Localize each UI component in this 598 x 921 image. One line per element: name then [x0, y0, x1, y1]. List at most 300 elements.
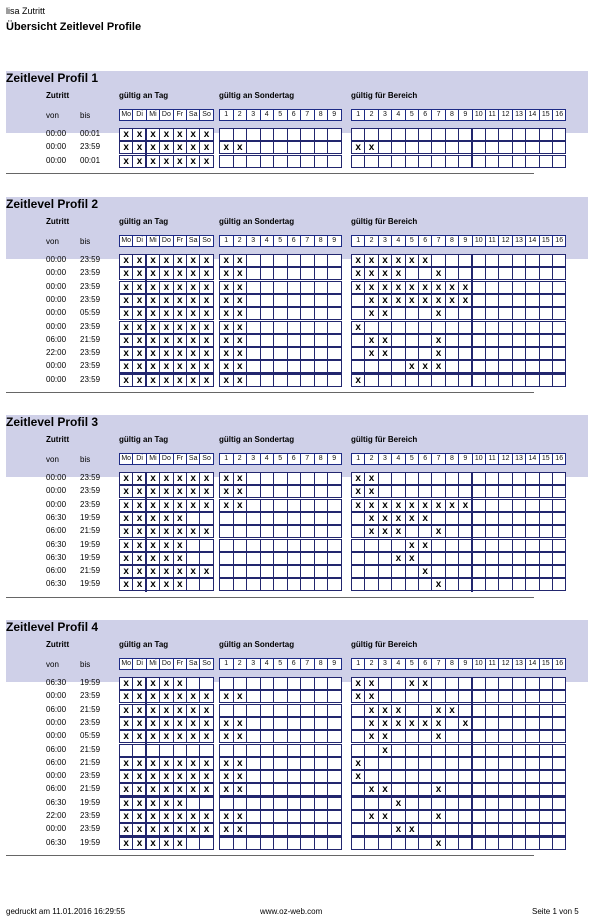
sondertag-cell: [300, 837, 315, 850]
sondertag-header: 1: [219, 235, 234, 247]
bereich-cell: [498, 472, 512, 485]
bereich-cell: x: [364, 783, 378, 796]
bereich-cell: [405, 565, 419, 578]
bereich-cell: [418, 783, 432, 796]
bereich-cell: [539, 374, 553, 387]
bereich-cell: [525, 512, 539, 525]
bereich-cell: [552, 281, 566, 294]
day-cell: x: [119, 797, 133, 810]
bereich-header: 4: [391, 235, 405, 247]
bereich-header: 4: [391, 109, 405, 121]
bereich-cell: [405, 128, 419, 141]
bereich-cell: x: [431, 783, 445, 796]
day-cell: x: [146, 730, 160, 743]
sondertag-cell: [260, 783, 275, 796]
bereich-cell: [485, 334, 499, 347]
sondertag-cell: [273, 321, 288, 334]
bereich-cell: [485, 472, 499, 485]
bereich-cell: [539, 717, 553, 730]
row-group-divider: [119, 373, 214, 375]
day-header: Di: [132, 453, 146, 465]
bereich-cell: [552, 267, 566, 280]
day-cell: x: [132, 783, 146, 796]
bereich-cell: [472, 525, 486, 538]
bereich-cell: [552, 539, 566, 552]
row-group-divider: [351, 373, 566, 375]
day-cell: x: [173, 552, 187, 565]
sondertag-cell: x: [219, 770, 234, 783]
day-cell: [173, 744, 187, 757]
sondertag-cell: [233, 539, 248, 552]
sondertag-cell: x: [219, 783, 234, 796]
day-cell: x: [159, 294, 173, 307]
day-cell: x: [159, 783, 173, 796]
day-cell: x: [119, 578, 133, 591]
bereich-cell: x: [458, 499, 472, 512]
day-cell: x: [199, 810, 213, 823]
row-von: 00:00: [46, 281, 67, 291]
sondertag-cell: [287, 472, 302, 485]
bereich-cell: [391, 677, 405, 690]
row-group-divider: [219, 796, 342, 798]
day-cell: x: [146, 485, 160, 498]
sondertag-cell: [287, 704, 302, 717]
bereich-cell: [431, 512, 445, 525]
sondertag-cell: [300, 770, 315, 783]
sondertag-cell: [287, 783, 302, 796]
bereich-cell: [498, 744, 512, 757]
bereich-cell: x: [418, 565, 432, 578]
bereich-cell: [539, 770, 553, 783]
sondertag-cell: [273, 539, 288, 552]
bereich-cell: [472, 578, 486, 591]
day-cell: x: [119, 770, 133, 783]
bereich-cell: [552, 485, 566, 498]
sondertag-cell: [260, 499, 275, 512]
sondertag-cell: [233, 744, 248, 757]
bereich-cell: [552, 347, 566, 360]
day-cell: [186, 512, 200, 525]
bereich-cell: [418, 770, 432, 783]
bereich-cell: [485, 155, 499, 168]
bereich-cell: [364, 797, 378, 810]
bereich-cell: [351, 823, 365, 836]
day-cell: x: [173, 334, 187, 347]
row-group-divider: [119, 756, 214, 758]
bereich-cell: [445, 744, 459, 757]
sondertag-cell: [273, 512, 288, 525]
bereich-cell: [485, 525, 499, 538]
sondertag-cell: [260, 281, 275, 294]
day-cell: x: [132, 374, 146, 387]
bereich-cell: [512, 730, 526, 743]
bereich-cell: [472, 677, 486, 690]
row-von: 06:00: [46, 784, 67, 794]
bereich-cell: [418, 823, 432, 836]
bereich-cell: x: [405, 677, 419, 690]
day-cell: x: [146, 294, 160, 307]
bereich-cell: [418, 307, 432, 320]
bereich-cell: [525, 267, 539, 280]
bereich-cell: [512, 744, 526, 757]
bereich-cell: [391, 783, 405, 796]
day-cell: x: [186, 499, 200, 512]
bereich-cell: [445, 770, 459, 783]
day-cell: x: [146, 128, 160, 141]
bereich-cell: [391, 347, 405, 360]
day-header: Di: [132, 109, 146, 121]
bereich-cell: x: [364, 334, 378, 347]
bereich-cell: [391, 472, 405, 485]
day-header: Mo: [119, 658, 133, 670]
sondertag-cell: [246, 360, 261, 373]
bereich-header: 1: [351, 658, 365, 670]
bereich-cell: [472, 783, 486, 796]
sondertag-cell: [300, 499, 315, 512]
bereich-header: 12: [498, 658, 512, 670]
sondertag-cell: [273, 294, 288, 307]
bereich-cell: [552, 797, 566, 810]
bereich-cell: [552, 294, 566, 307]
day-cell: x: [159, 690, 173, 703]
bereich-cell: [485, 512, 499, 525]
bereich-cell: [485, 128, 499, 141]
bereich-header: 10: [472, 453, 486, 465]
bereich-cell: [525, 690, 539, 703]
bereich-cell: [512, 141, 526, 154]
bereich-cell: [498, 730, 512, 743]
day-cell: x: [199, 294, 213, 307]
sondertag-cell: [314, 539, 329, 552]
bereich-cell: [552, 823, 566, 836]
day-cell: x: [173, 128, 187, 141]
bereich-cell: [351, 717, 365, 730]
bereich-cell: [405, 141, 419, 154]
row-bis: 23:59: [80, 473, 101, 482]
bereich-cell: x: [431, 525, 445, 538]
bereich-cell: [472, 347, 486, 360]
bereich-cell: [552, 334, 566, 347]
sondertag-header: 5: [273, 235, 288, 247]
bereich-cell: x: [378, 334, 392, 347]
sondertag-cell: [273, 360, 288, 373]
row-bis: 19:59: [80, 837, 101, 847]
day-cell: x: [146, 267, 160, 280]
sondertag-cell: [327, 472, 342, 485]
bereich-header: 3: [378, 109, 392, 121]
day-header: Fr: [173, 658, 187, 670]
bereich-cell: [418, 837, 432, 850]
row-von: 22:00: [46, 348, 67, 358]
bereich-cell: [431, 770, 445, 783]
bereich-cell: [485, 578, 499, 591]
bereich-cell: x: [378, 499, 392, 512]
bereich-cell: [525, 797, 539, 810]
row-group-divider: [219, 716, 342, 718]
bereich-cell: [539, 321, 553, 334]
bereich-cell: [351, 552, 365, 565]
bereich-cell: [498, 155, 512, 168]
row-group-divider: [119, 551, 214, 553]
bereich-cell: [391, 690, 405, 703]
bereich-cell: [539, 552, 553, 565]
sondertag-cell: [327, 539, 342, 552]
sondertag-cell: [300, 783, 315, 796]
day-cell: x: [199, 141, 213, 154]
day-cell: x: [173, 499, 187, 512]
sondertag-cell: [246, 267, 261, 280]
day-cell: x: [119, 267, 133, 280]
day-cell: x: [186, 783, 200, 796]
sondertag-cell: x: [219, 281, 234, 294]
bereich-cell: [552, 770, 566, 783]
bereich-cell: [351, 334, 365, 347]
sondertag-cell: [273, 374, 288, 387]
day-cell: x: [199, 307, 213, 320]
bereich-cell: [391, 757, 405, 770]
bereich-cell: [485, 783, 499, 796]
sondertag-cell: [300, 155, 315, 168]
sondertag-header: 4: [260, 235, 275, 247]
column-group-divider: [471, 254, 473, 387]
row-bis: 23:59: [80, 294, 101, 304]
day-cell: x: [199, 690, 213, 703]
bereich-cell: [445, 485, 459, 498]
bereich-header: 3: [378, 453, 392, 465]
sondertag-cell: [246, 499, 261, 512]
row-bis: 23:59: [80, 361, 101, 371]
bereich-cell: [498, 539, 512, 552]
section-separator: [6, 597, 534, 598]
bereich-cell: [539, 512, 553, 525]
sondertag-header: 2: [233, 658, 248, 670]
sondertag-cell: [246, 837, 261, 850]
bereich-cell: [378, 374, 392, 387]
sondertag-cell: [246, 744, 261, 757]
sondertag-cell: x: [219, 360, 234, 373]
sondertag-cell: [287, 347, 302, 360]
bereich-cell: [472, 472, 486, 485]
day-cell: [186, 744, 200, 757]
bereich-header: 11: [485, 453, 499, 465]
day-header: Do: [159, 109, 173, 121]
day-cell: x: [186, 141, 200, 154]
day-cell: x: [199, 730, 213, 743]
bereich-cell: [391, 128, 405, 141]
sondertag-cell: [246, 717, 261, 730]
sondertag-cell: [219, 512, 234, 525]
day-cell: x: [199, 472, 213, 485]
day-cell: x: [119, 757, 133, 770]
bereich-cell: [418, 374, 432, 387]
row-group-divider: [119, 716, 214, 718]
bereich-cell: [351, 525, 365, 538]
bereich-cell: [539, 810, 553, 823]
sondertag-cell: [314, 294, 329, 307]
day-cell: x: [186, 374, 200, 387]
bereich-header: 16: [552, 658, 566, 670]
profile-title: Zeitlevel Profil 1: [6, 71, 99, 85]
bereich-cell: x: [351, 485, 365, 498]
bereich-cell: [472, 565, 486, 578]
row-von: 00:00: [46, 155, 67, 165]
bereich-header: 16: [552, 235, 566, 247]
bereich-cell: x: [418, 499, 432, 512]
bereich-cell: [539, 757, 553, 770]
day-cell: x: [146, 797, 160, 810]
bereich-cell: [498, 307, 512, 320]
day-cell: x: [119, 321, 133, 334]
day-cell: x: [186, 254, 200, 267]
bereich-cell: [431, 254, 445, 267]
day-cell: x: [159, 704, 173, 717]
sondertag-cell: [327, 552, 342, 565]
bereich-header: 15: [539, 235, 553, 247]
bereich-cell: [391, 334, 405, 347]
bereich-cell: [512, 374, 526, 387]
bereich-cell: [539, 837, 553, 850]
day-header: Mi: [146, 658, 160, 670]
bereich-cell: [445, 717, 459, 730]
sondertag-cell: [260, 837, 275, 850]
bereich-cell: [539, 744, 553, 757]
sondertag-cell: [300, 810, 315, 823]
bereich-cell: [418, 485, 432, 498]
sondertag-header: 6: [287, 235, 302, 247]
sondertag-cell: [314, 837, 329, 850]
sondertag-cell: [300, 730, 315, 743]
row-bis: 00:01: [80, 129, 101, 138]
row-bis: 21:59: [80, 744, 101, 754]
day-cell: x: [159, 539, 173, 552]
bereich-cell: x: [418, 360, 432, 373]
sondertag-cell: [260, 254, 275, 267]
sondertag-cell: x: [233, 360, 248, 373]
sondertag-cell: [246, 552, 261, 565]
row-von: 00:00: [46, 308, 67, 318]
day-cell: [186, 552, 200, 565]
row-bis: 19:59: [80, 797, 101, 807]
sondertag-cell: [314, 485, 329, 498]
day-cell: x: [119, 155, 133, 168]
row-bis: 23:59: [80, 824, 101, 834]
row-von: 00:00: [46, 824, 67, 834]
sondertag-cell: [233, 552, 248, 565]
day-cell: x: [146, 360, 160, 373]
sondertag-cell: x: [219, 810, 234, 823]
day-cell: x: [119, 539, 133, 552]
sondertag-cell: [314, 578, 329, 591]
row-group-divider: [219, 551, 342, 553]
von-label: von: [46, 660, 59, 669]
bereich-cell: [512, 823, 526, 836]
bereich-cell: [431, 677, 445, 690]
day-header: Sa: [186, 453, 200, 465]
day-cell: x: [119, 704, 133, 717]
bereich-cell: x: [364, 525, 378, 538]
sondertag-header: 8: [314, 658, 329, 670]
day-cell: x: [132, 334, 146, 347]
bereich-label: gültig für Bereich: [351, 91, 418, 100]
bereich-cell: [351, 783, 365, 796]
bereich-cell: [539, 677, 553, 690]
day-cell: x: [186, 690, 200, 703]
bereich-cell: [525, 281, 539, 294]
sondertag-cell: [327, 485, 342, 498]
day-cell: x: [119, 294, 133, 307]
sondertag-header: 7: [300, 453, 315, 465]
day-cell: x: [132, 539, 146, 552]
bereich-cell: [445, 783, 459, 796]
sondertag-cell: [246, 281, 261, 294]
day-cell: x: [132, 499, 146, 512]
bereich-header: 2: [364, 109, 378, 121]
sondertag-cell: [327, 374, 342, 387]
sondertag-cell: [219, 128, 234, 141]
bereich-header: 2: [364, 453, 378, 465]
sondertag-cell: [287, 757, 302, 770]
sondertag-cell: [260, 512, 275, 525]
sondertag-cell: [327, 128, 342, 141]
bereich-cell: [472, 512, 486, 525]
day-cell: x: [159, 797, 173, 810]
bereich-cell: [552, 677, 566, 690]
bereich-cell: x: [405, 552, 419, 565]
bereich-cell: [364, 539, 378, 552]
day-cell: x: [186, 294, 200, 307]
day-cell: x: [119, 347, 133, 360]
bereich-cell: [351, 307, 365, 320]
day-cell: x: [199, 321, 213, 334]
bereich-cell: x: [405, 823, 419, 836]
bereich-cell: [405, 334, 419, 347]
bereich-cell: [405, 690, 419, 703]
day-cell: x: [119, 823, 133, 836]
bereich-cell: x: [405, 254, 419, 267]
bereich-cell: x: [351, 757, 365, 770]
day-cell: x: [146, 770, 160, 783]
bereich-cell: [445, 128, 459, 141]
day-cell: x: [173, 294, 187, 307]
sondertag-cell: x: [233, 717, 248, 730]
sondertag-cell: [314, 744, 329, 757]
bereich-cell: [539, 294, 553, 307]
bereich-cell: [418, 704, 432, 717]
day-cell: x: [132, 757, 146, 770]
bereich-cell: [512, 837, 526, 850]
sondertag-cell: [273, 797, 288, 810]
day-cell: x: [146, 757, 160, 770]
column-group-divider: [145, 472, 147, 592]
sondertag-cell: x: [233, 770, 248, 783]
footer-printed: gedruckt am 11.01.2016 16:29:55: [6, 907, 126, 916]
bereich-cell: [472, 757, 486, 770]
footer-url: www.oz-web.com: [260, 907, 323, 916]
bereich-cell: x: [378, 730, 392, 743]
day-cell: x: [132, 690, 146, 703]
report-title: Übersicht Zeitlevel Profile: [6, 21, 142, 33]
bereich-cell: [351, 128, 365, 141]
bereich-cell: x: [405, 294, 419, 307]
bereich-cell: [405, 783, 419, 796]
bereich-cell: [378, 360, 392, 373]
sondertag-cell: [287, 565, 302, 578]
bereich-cell: [378, 539, 392, 552]
bereich-cell: [525, 321, 539, 334]
bereich-cell: x: [445, 499, 459, 512]
day-label: gültig an Tag: [119, 91, 169, 100]
day-cell: x: [173, 783, 187, 796]
